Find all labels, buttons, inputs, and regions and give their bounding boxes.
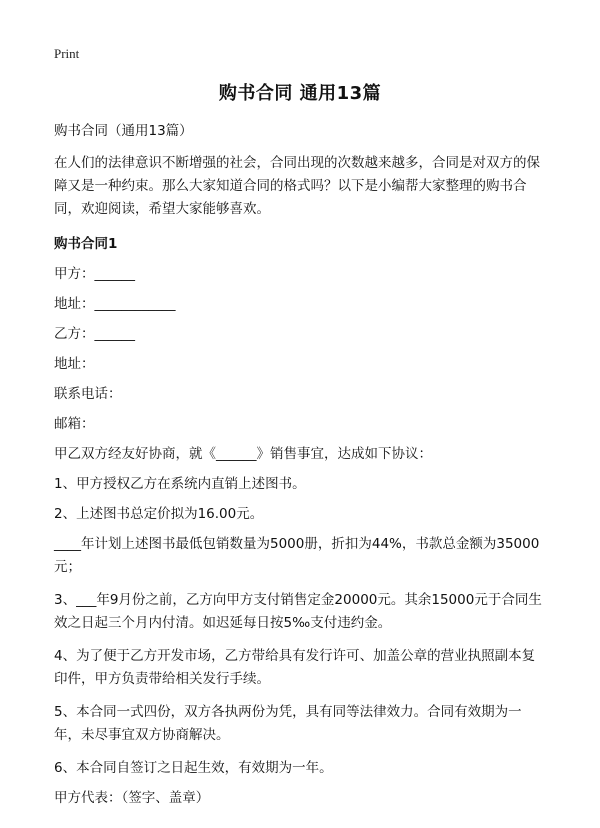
party-b-field: 乙方：______ — [54, 326, 135, 342]
print-label: Print — [54, 46, 80, 61]
party-a-field: 甲方：______ — [54, 266, 135, 282]
clause-6: 6、本合同自签订之日起生效，有效期为一年。 — [54, 760, 333, 776]
postcode-field: 邮箱： — [54, 416, 95, 432]
document-body — [54, 120, 546, 817]
address-field: 地址：____________ — [54, 296, 176, 312]
intro-paragraph: 在人们的法律意识不断增强的社会，合同出现的次数越来越多，合同是对双方的保障又是一种约束。那么大家知道合同的格式吗？以下是小编帮大家整理的购书合同，欢迎阅读，希望大家能够喜欢。 — [54, 155, 540, 217]
address-field-2: 地址： — [54, 356, 95, 372]
clause-5: 5、本合同一式四份，双方各执两份为凭，具有同等法律效力。合同有效期为一年，未尽事宜双方协商解决。 — [54, 704, 522, 743]
clause-2: 2、上述图书总定价拟为16.00元。 — [54, 506, 264, 522]
clause-4: 4、为了便于乙方开发市场，乙方带给具有发行许可、加盖公章的营业执照副本复印件，甲方负责带给相关发行手续。 — [54, 648, 536, 687]
document-title: 购书合同 通用13篇 — [218, 83, 382, 104]
clause-sales-plan: ____年计划上述图书最低包销数量为5000册，折扣为44%，书款总金额为35000元； — [54, 536, 540, 575]
document-subtitle: 购书合同（通用13篇） — [54, 123, 193, 139]
preamble-clause: 甲乙双方经友好协商，就《______》销售事宜，达成如下协议： — [54, 446, 432, 462]
signature-line: 甲方代表：（签字、盖章） — [54, 790, 210, 806]
section-heading: 购书合同1 — [54, 236, 118, 252]
phone-field: 联系电话： — [54, 386, 122, 402]
clause-3: 3、___年9月份之前，乙方向甲方支付销售定金20000元。其余15000元于合同生效之日起三个月内付清。如迟延每日按5‰支付违约金。 — [54, 592, 542, 631]
clause-1: 1、甲方授权乙方在系统内直销上述图书。 — [54, 476, 306, 492]
